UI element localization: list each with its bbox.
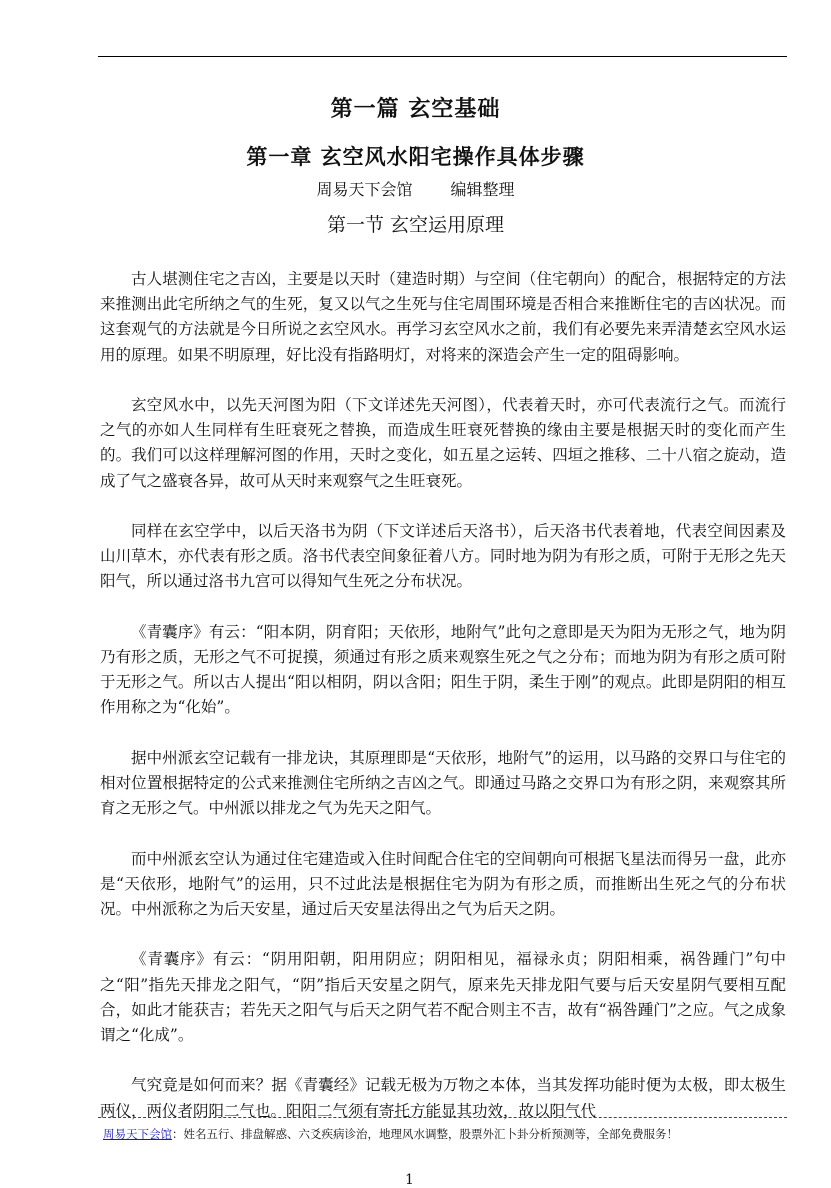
compiler-role: 编辑整理 bbox=[450, 180, 515, 199]
paragraph: 而中州派玄空认为通过住宅建造或入住时间配合住宅的空间朝向可根据飞星法而得另一盘，此亦是“天依形，地附气”的运用，只不过此法是根据住宅为阴为有形之质，而推断出生死之气的分布状况。中州派称之为后天安星，通过后天安星法得出之气为后天之阴。 bbox=[100, 849, 786, 918]
paragraph: 《青囊序》有云：“阴用阳朝，阳用阴应；阴阳相见，福禄永贞；阴阳相乘，祸咎踵门”句中之“阳”指先天排龙之阳气，“阴”指后天安星之阴气，原来先天排龙阳气要与后天安星阴气要相互配合，如此才能获吉；若先天之阳气与后天之阴气若不配合则主不吉，故有“祸咎踵门”之应。气之成象谓之“化成”。 bbox=[100, 950, 786, 1044]
chapter-title: 第一章 玄空风水阳宅操作具体步骤 bbox=[246, 144, 585, 169]
paragraph: 玄空风水中，以先天河图为阳（下文详述先天河图），代表着天时，亦可代表流行之气。而流行之气的亦如人生同样有生旺衰死之替换，而造成生旺衰死替换的缘由主要是根据天时的变化而产生的。我们可以这样理解河图的作用，天时之变化，如五星之运转、四垣之推移、二十八宿之旋动，造成了气之盛衰各异，故可从天时来观察气之生旺衰死。 bbox=[100, 396, 786, 490]
header-rule bbox=[98, 56, 787, 57]
paragraph: 气究竟是如何而来？据《青囊经》记载无极为万物之本体，当其发挥功能时便为太极，即太极生两仪，两仪者阴阳二气也。阳阳二气须有寄托方能显其功效，故以阳气代 bbox=[100, 1076, 786, 1120]
paragraph: 古人堪测住宅之吉凶，主要是以天时（建造时期）与空间（住宅朝向）的配合，根据特定的方法来推测出此宅所纳之气的生死，复又以气之生死与住宅周围环境是否相合来推断住宅的吉凶状况。而这套观气的方法就是今日所说之玄空风水。再学习玄空风水之前，我们有必要先来弄清楚玄空风水运用的原理。如果不明原理，好比没有指路明灯，对将来的深造会产生一定的阻碍影响。 bbox=[100, 270, 786, 364]
footer-link[interactable]: 周易天下会馆 bbox=[103, 1127, 172, 1141]
compiler-line bbox=[0, 177, 831, 200]
footer-rule bbox=[98, 1117, 787, 1118]
footer-text: ：姓名五行、排盘解惑、六爻疾病诊治，地理风水调整，股票外汇卜卦分析预测等，全部免费服务！ bbox=[172, 1127, 678, 1141]
page-number: 1 bbox=[405, 1172, 414, 1188]
part-title: 第一篇 玄空基础 bbox=[330, 96, 501, 122]
compiler-org: 周易天下会馆 bbox=[316, 180, 413, 199]
section-title: 第一节 玄空运用原理 bbox=[326, 214, 505, 236]
paragraph: 同样在玄空学中，以后天洛书为阴（下文详述后天洛书），后天洛书代表着地，代表空间因素及山川草木，亦代表有形之质。洛书代表空间象征着八方。同时地为阴为有形之质，可附于无形之先天阳气，所以通过洛书九宫可以得知气生死之分布状况。 bbox=[100, 522, 786, 591]
paragraph: 据中州派玄空记载有一排龙诀，其原理即是“天依形，地附气”的运用，以马路的交界口与住宅的相对位置根据特定的公式来推测住宅所纳之吉凶之气。即通过马路之交界口为有形之阴，来观察其所育之无形之气。中州派以排龙之气为先天之阳气。 bbox=[100, 748, 786, 818]
document-body bbox=[100, 267, 786, 1149]
footer bbox=[103, 1126, 678, 1142]
paragraph: 《青囊序》有云：“阳本阴，阴育阳；天依形，地附气”此句之意即是天为阳为无形之气，地为阴乃有形之质，无形之气不可捉摸，须通过有形之质来观察生死之气之分布；而地为阴为有形之质可附于无形之气。所以古人提出“阳以相阴，阴以含阳；阳生于阴，柔生于刚”的观点。此即是阴阳的相互作用称之为“化始”。 bbox=[100, 622, 786, 717]
